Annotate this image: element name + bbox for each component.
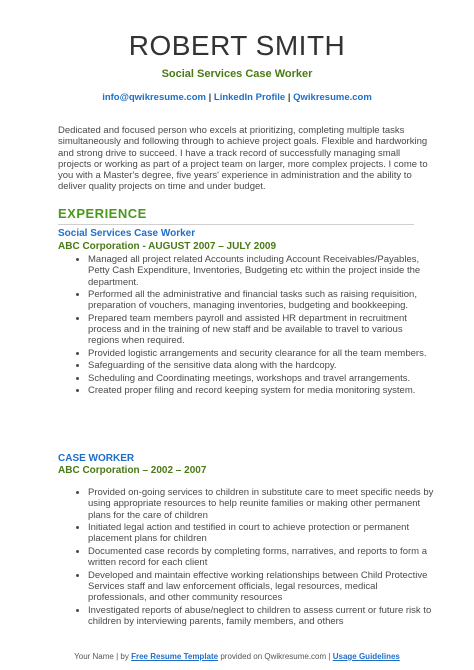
list-item: • Managed all project related Accounts including Account Receivables/Payables, Petty Cash Expenditure, Inventories, Budgeting etc within the project inside the department.: [88, 254, 436, 288]
list-item: • Prepared team members payroll and assisted HR department in recruitment process and in the training of new staff and be available to travel to various regions when required.: [88, 313, 436, 347]
job-bullets: [74, 487, 436, 629]
job-company-dates: ABC Corporation - AUGUST 2007 – JULY 2009: [58, 241, 277, 252]
footer: [0, 652, 474, 662]
list-item: • Scheduling and Coordinating meetings, workshops and travel arrangements.: [88, 373, 436, 384]
list-item: • Provided on-going services to children in substitute care to meet specific needs by using appropriate resources to help reunite families or making other permanent plans for the care of children: [88, 487, 436, 521]
list-item: • Investigated reports of abuse/neglect to children to assess current or future risk to children by interviewing parents, family members, and others: [88, 605, 436, 628]
experience-heading: EXPERIENCE: [58, 206, 147, 221]
contact-line: [0, 92, 474, 104]
list-item: • Developed and maintain effective working relationships between Child Protective Services staff and law enforcement officials, legal resources, medical professionals, and other community resources: [88, 570, 436, 604]
summary-paragraph: Dedicated and focused person who excels at prioritizing, completing multiple tasks simultaneously and following through to achieve project goals. Flexible and hardworking and strong drive to succeed. I have a track record of successfully managing small projects or working as part of a project team on larger, more complex projects. I come to you with a Master's degree, five years' experience in administration and the ability to deliver quality projects on time and under budget.: [58, 125, 428, 193]
job-title: CASE WORKER: [58, 453, 135, 464]
footer-separator: |: [116, 652, 119, 661]
list-item: • Performed all the administrative and financial tasks such as raising requisition, preparation of vouchers, managing inventories, budgeting and bookkeeping.: [88, 289, 436, 312]
footer-prefix: Your Name: [74, 652, 114, 661]
footer-text: by: [120, 652, 129, 661]
footer-separator: |: [328, 652, 331, 661]
job-title: Social Services Case Worker: [58, 228, 196, 239]
list-item: • Documented case records by completing forms, narratives, and reports to form a written record for each client: [88, 546, 436, 569]
job-bullets: [74, 254, 436, 398]
list-item: • Created proper filing and record keeping system for media monitoring system.: [88, 385, 436, 396]
candidate-name: ROBERT SMITH: [128, 30, 346, 61]
contact-separator: |: [208, 92, 212, 103]
free-resume-template-link[interactable]: Free Resume Template: [131, 652, 219, 661]
section-divider: [58, 224, 414, 225]
list-item: • Safeguarding of the sensitive data along with the hardcopy.: [88, 360, 436, 371]
list-item: • Provided logistic arrangements and security clearance for all the team members.: [88, 348, 436, 359]
job-company-dates: ABC Corporation – 2002 – 2007: [58, 465, 207, 476]
candidate-role: Social Services Case Worker: [161, 68, 313, 80]
usage-guidelines-link[interactable]: Usage Guidelines: [332, 652, 400, 661]
list-item: • Initiated legal action and testified in court to achieve protection or permanent placement plans for children: [88, 522, 436, 545]
linkedin-link[interactable]: LinkedIn Profile: [213, 92, 286, 103]
contact-separator: |: [287, 92, 291, 103]
footer-text: provided on Qwikresume.com: [220, 652, 327, 661]
website-link[interactable]: Qwikresume.com: [293, 92, 372, 103]
email-link[interactable]: info@qwikresume.com: [102, 92, 206, 103]
